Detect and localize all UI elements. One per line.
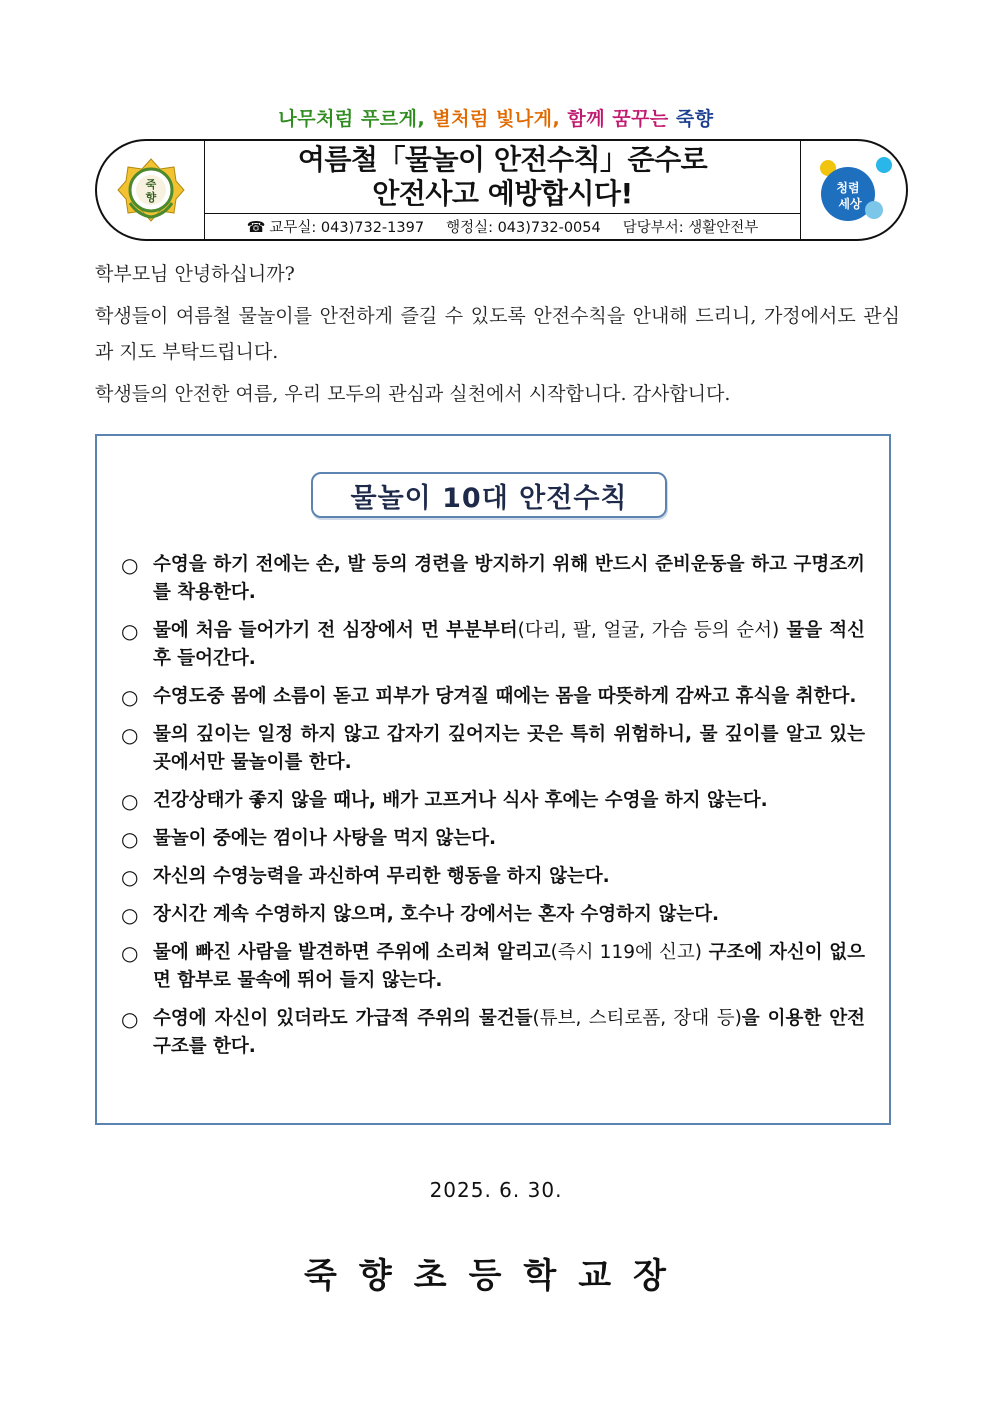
bullet-icon: ○: [121, 723, 139, 747]
rule-item-4: [121, 721, 865, 777]
integrity-logo-icon: [812, 154, 896, 226]
title-line-1: 여름철「물놀이 안전수칙」준수로: [297, 143, 708, 176]
rule-text: 물의 깊이는 일정 하지 않고 갑자기 깊어지는 곳은 특히 위험하니, 물 깊이를 알고 있는 곳에서만 물놀이를 한다.: [153, 724, 865, 773]
greeting-line-2: 학생들이 여름철 물놀이를 안전하게 즐길 수 있도록 안전수칙을 안내해 드리니, 가정에서도 관심과 지도 부탁드립니다.: [95, 305, 900, 363]
rule-text-bold-2: 구조에 자신이 없으면 함부로 물속에 뛰어 들지 않는다.: [153, 942, 865, 991]
slogan-part-4: 죽향: [675, 108, 714, 130]
rule-item-10: [121, 1005, 865, 1061]
contact-department: 담당부서: 생활안전부: [622, 220, 759, 236]
contact-admin-office: 행정실: 043)732-0054: [446, 220, 601, 236]
safety-rules-title: 물놀이 10대 안전수칙: [311, 472, 667, 518]
school-slogan: [0, 104, 992, 131]
integrity-logo-cell: [800, 141, 906, 239]
rule-text-bold: 수영에 자신이 있더라도 가급적 주위의 물건들: [153, 1008, 533, 1029]
school-emblem-icon: [116, 157, 186, 223]
contact-teachers-office: [247, 216, 424, 237]
slogan-part-1: 나무처럼 푸르게,: [278, 108, 426, 130]
greeting-line-3: 학생들의 안전한 여름, 우리 모두의 관심과 실천에서 시작합니다. 감사합니다.: [95, 383, 731, 405]
bullet-icon: ○: [121, 827, 139, 851]
rule-item-2: [121, 617, 865, 673]
phone-icon: ☎: [246, 218, 266, 236]
bullet-icon: ○: [121, 903, 139, 927]
greeting-line-1: 학부모님 안녕하십니까?: [95, 263, 295, 285]
bullet-icon: ○: [121, 619, 139, 643]
svg-text:세상: 세상: [837, 197, 862, 211]
slogan-part-2: 별처럼 빛나게,: [432, 108, 561, 130]
notice-date: 2025. 6. 30.: [429, 1178, 563, 1202]
notice-title: [204, 141, 801, 213]
rule-item-1: [121, 551, 865, 607]
bullet-icon: ○: [121, 553, 139, 577]
rule-text-bold-2: 을 이용한 안전구조를 한다.: [153, 1008, 865, 1057]
bullet-icon: ○: [121, 865, 139, 889]
rule-item-6: [121, 825, 865, 853]
rule-item-8: [121, 901, 865, 929]
rule-text: 건강상태가 좋지 않을 때나, 배가 고프거나 식사 후에는 수영을 하지 않는다.: [153, 790, 768, 811]
rule-text: 장시간 계속 수영하지 않으며, 호수나 강에서는 혼자 수영하지 않는다.: [153, 904, 719, 925]
rule-item-9: [121, 939, 865, 995]
rule-text-bold: 물에 처음 들어가기 전 심장에서 먼 부분부터: [153, 620, 518, 641]
bullet-icon: ○: [121, 789, 139, 813]
bullet-icon: ○: [121, 685, 139, 709]
title-line-2: 안전사고 예방합시다!: [372, 177, 633, 210]
svg-text:향: 향: [145, 191, 156, 204]
rule-text-bold: 물에 빠진 사람을 발견하면 주위에 소리쳐 알리고: [153, 942, 551, 963]
rule-text: 자신의 수영능력을 과신하여 무리한 행동을 하지 않는다.: [153, 866, 610, 887]
rule-text-normal: (즉시 119에 신고): [550, 942, 702, 963]
rule-text-bold-2: 물을 적신 후 들어간다.: [153, 620, 866, 669]
rule-text: 물놀이 중에는 껌이나 사탕을 먹지 않는다.: [153, 828, 497, 849]
svg-text:죽: 죽: [145, 178, 156, 191]
teachers-office-text: 교무실: 043)732-1397: [269, 220, 425, 236]
notice-header: [95, 139, 908, 241]
rule-text-normal: (다리, 팔, 얼굴, 가슴 등의 순서): [517, 620, 780, 641]
school-emblem-cell: [97, 141, 205, 239]
rule-text: 수영을 하기 전에는 손, 발 등의 경련을 방지하기 위해 반드시 준비운동을 하고 구명조끼를 착용한다.: [153, 554, 865, 603]
contact-bar: [204, 213, 801, 239]
rule-text: 수영도중 몸에 소름이 돋고 피부가 당겨질 때에는 몸을 따뜻하게 감싸고 휴식을 취한다.: [153, 686, 857, 707]
svg-text:청렴: 청렴: [835, 181, 860, 195]
rule-item-5: [121, 787, 865, 815]
bullet-icon: ○: [121, 941, 139, 965]
principal-signature: 죽향초등학교장: [304, 1256, 688, 1296]
safety-rules-box: [95, 434, 891, 1125]
slogan-part-3: 함께 꿈꾸는: [567, 108, 669, 130]
rule-text-normal: (튜브, 스티로폼, 장대 등): [532, 1008, 742, 1029]
rule-item-3: [121, 683, 865, 711]
safety-rules-list: [121, 551, 865, 1071]
rule-item-7: [121, 863, 865, 891]
bullet-icon: ○: [121, 1007, 139, 1031]
